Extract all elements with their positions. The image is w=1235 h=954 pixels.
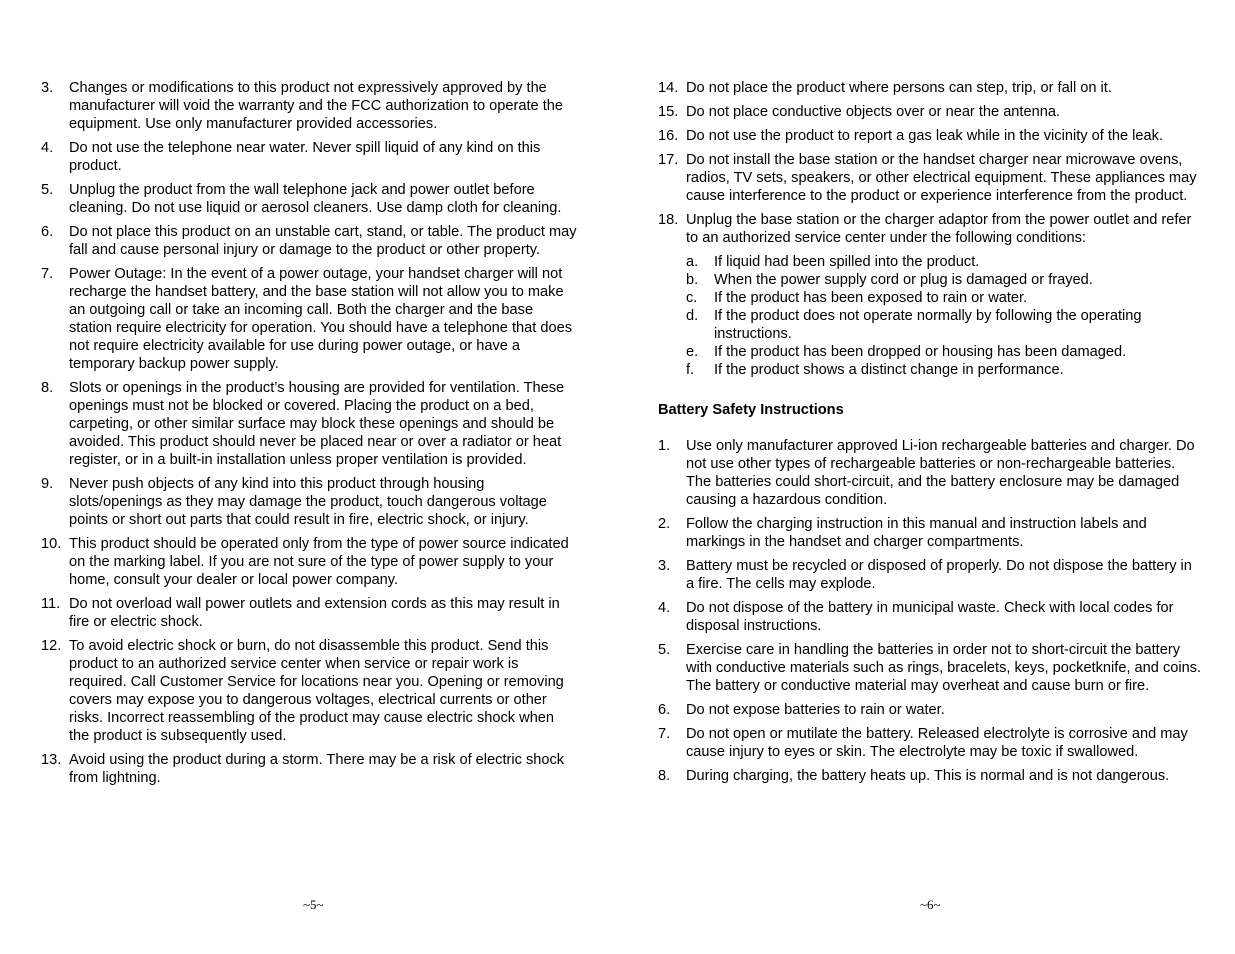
item-number: 7. <box>41 266 54 282</box>
item-number: 16. <box>658 128 679 144</box>
list-item <box>41 595 577 631</box>
item-text: Changes or modifications to this product not expressively approved by the manufacturer will void the warranty and the FCC authorization to operate the equipment. Use only manufacturer provided accessories. <box>69 80 564 132</box>
sub-list-item <box>686 289 1203 307</box>
item-number: 7. <box>658 726 671 742</box>
item-text: Never push objects of any kind into this product through housing slots/openings as they may damage the product, touch dangerous voltage points or short out parts that could result in fire, electric shock, or injury. <box>69 476 547 528</box>
sub-list-item <box>686 343 1203 361</box>
item-text: Do not dispose of the battery in municipal waste. Check with local codes for disposal instructions. <box>686 600 1174 634</box>
left-page <box>41 79 577 793</box>
item-text: Do not place conductive objects over or near the antenna. <box>686 104 1061 120</box>
item-text: If the product has been dropped or housing has been damaged. <box>714 344 1127 360</box>
section-title: Battery Safety Instructions <box>658 402 844 418</box>
sub-list-item <box>686 271 1203 289</box>
conditions-list <box>686 253 1203 379</box>
item-text: During charging, the battery heats up. This is normal and is not dangerous. <box>686 768 1170 784</box>
list-item <box>658 725 1203 761</box>
item-text: Avoid using the product during a storm. There may be a risk of electric shock from lightning. <box>69 752 565 786</box>
sub-list-item <box>686 307 1203 343</box>
item-number: 5. <box>41 182 54 198</box>
item-number: 14. <box>658 80 679 96</box>
item-number: 4. <box>658 600 671 616</box>
item-number: 9. <box>41 476 54 492</box>
item-number: 18. <box>658 212 679 228</box>
item-number: 12. <box>41 638 62 654</box>
item-letter: a. <box>686 254 699 270</box>
item-text: If liquid had been spilled into the product. <box>714 254 980 270</box>
item-text: Do not install the base station or the handset charger near microwave ovens, radios, TV sets, speakers, or other electrical equipment. These appliances may cause interference to the product or experience interference from the product. <box>686 152 1197 204</box>
item-letter: e. <box>686 344 699 360</box>
list-item <box>658 701 1203 719</box>
item-text: Slots or openings in the product’s housing are provided for ventilation. These openings must not be blocked or covered. Placing the product on a bed, carpeting, or other similar surface may block these openings and should be avoided. This product should never be placed near or over a radiator or heat register, or in a built-in installation unless proper ventilation is provided. <box>69 380 565 468</box>
item-text: Do not use the telephone near water. Never spill liquid of any kind on this product. <box>69 140 541 174</box>
list-item <box>41 79 577 133</box>
list-item <box>41 637 577 745</box>
item-number: 4. <box>41 140 54 156</box>
item-body <box>686 211 1203 379</box>
item-number: 17. <box>658 152 679 168</box>
list-item <box>41 181 577 217</box>
list-item <box>658 151 1203 205</box>
page-number-right: ~6~ <box>920 897 941 912</box>
item-text: Do not open or mutilate the battery. Released electrolyte is corrosive and may cause injury to eyes or skin. The electrolyte may be toxic if swallowed. <box>686 726 1188 760</box>
right-page <box>658 79 1203 791</box>
item-text: This product should be operated only from the type of power source indicated on the marking label. If you are not sure of the type of power supply to your home, consult your dealer or local power company. <box>69 536 569 588</box>
item-text: Battery must be recycled or disposed of properly. Do not dispose the battery in a fire. The cells may explode. <box>686 558 1192 592</box>
safety-list-left <box>41 79 577 787</box>
item-number: 1. <box>658 438 671 454</box>
list-item <box>658 599 1203 635</box>
item-letter: f. <box>686 362 695 378</box>
item-number: 6. <box>658 702 671 718</box>
sub-list-item <box>686 361 1203 379</box>
item-text: If the product does not operate normally by following the operating instructions. <box>714 308 1142 342</box>
item-number: 2. <box>658 516 671 532</box>
list-item <box>41 139 577 175</box>
list-item <box>658 103 1203 121</box>
list-item <box>41 535 577 589</box>
item-text: If the product has been exposed to rain or water. <box>714 290 1028 306</box>
item-number: 10. <box>41 536 62 552</box>
item-text: Follow the charging instruction in this manual and instruction labels and markings in the handset and charger compartments. <box>686 516 1147 550</box>
item-number: 13. <box>41 752 62 768</box>
list-item <box>41 223 577 259</box>
page-number-left: ~5~ <box>303 897 324 912</box>
item-number: 11. <box>41 596 61 612</box>
list-item <box>658 557 1203 593</box>
item-text: Use only manufacturer approved Li-ion rechargeable batteries and charger. Do not use other types of rechargeable batteries or non-rechargeable batteries. The batteries could short-circuit, and the battery enclosure may be damaged causing a hazardous condition. <box>686 438 1195 508</box>
item-number: 3. <box>658 558 671 574</box>
item-number: 8. <box>41 380 54 396</box>
item-text: Exercise care in handling the batteries in order not to short-circuit the battery with conductive materials such as rings, bracelets, keys, pocketknife, and coins. The battery or conductive material may overheat and cause burn or fire. <box>686 642 1202 694</box>
item-text: Do not expose batteries to rain or water. <box>686 702 945 718</box>
item-text: Power Outage: In the event of a power outage, your handset charger will not recharge the handset battery, and the base station will not allow you to make an outgoing call or take an incoming call. Both the charger and the base station require electricity for operation. You should have a telephone that does not require electricity available for use during power outage, or have a temporary backup power supply. <box>69 266 573 372</box>
item-letter: d. <box>686 308 699 324</box>
item-letter: c. <box>686 290 698 306</box>
item-text: Do not use the product to report a gas leak while in the vicinity of the leak. <box>686 128 1163 144</box>
list-item <box>658 767 1203 785</box>
list-item <box>658 127 1203 145</box>
item-text: Do not overload wall power outlets and extension cords as this may result in fire or electric shock. <box>69 596 560 630</box>
item-text: When the power supply cord or plug is damaged or frayed. <box>714 272 1093 288</box>
item-number: 5. <box>658 642 671 658</box>
list-item <box>41 751 577 787</box>
item-text: To avoid electric shock or burn, do not disassemble this product. Send this product to an authorized service center when service or repair work is required. Call Customer Service for locations near you. Opening or removing covers may expose you to dangerous voltages, electrical currents or other risks. Incorrect reassembling of the product may cause electric shock when the product is subsequently used. <box>69 638 564 744</box>
item-number: 15. <box>658 104 679 120</box>
list-item <box>658 211 1203 379</box>
item-letter: b. <box>686 272 699 288</box>
safety-list-right <box>658 79 1203 379</box>
item-number: 8. <box>658 768 671 784</box>
list-item <box>41 265 577 373</box>
sub-list-item <box>686 253 1203 271</box>
list-item <box>658 641 1203 695</box>
list-item <box>41 379 577 469</box>
list-item <box>658 79 1203 97</box>
battery-safety-list <box>658 437 1203 785</box>
list-item <box>41 475 577 529</box>
list-item <box>658 437 1203 509</box>
item-text: Unplug the base station or the charger adaptor from the power outlet and refer to an authorized service center under the following conditions: <box>686 212 1192 246</box>
item-text: If the product shows a distinct change in performance. <box>714 362 1064 378</box>
item-text: Unplug the product from the wall telephone jack and power outlet before cleaning. Do not use liquid or aerosol cleaners. Use damp cloth for cleaning. <box>69 182 562 216</box>
item-text: Do not place the product where persons can step, trip, or fall on it. <box>686 80 1112 96</box>
item-number: 6. <box>41 224 54 240</box>
item-number: 3. <box>41 80 54 96</box>
item-text: Do not place this product on an unstable cart, stand, or table. The product may fall and cause personal injury or damage to the product or other property. <box>69 224 577 258</box>
list-item <box>658 515 1203 551</box>
